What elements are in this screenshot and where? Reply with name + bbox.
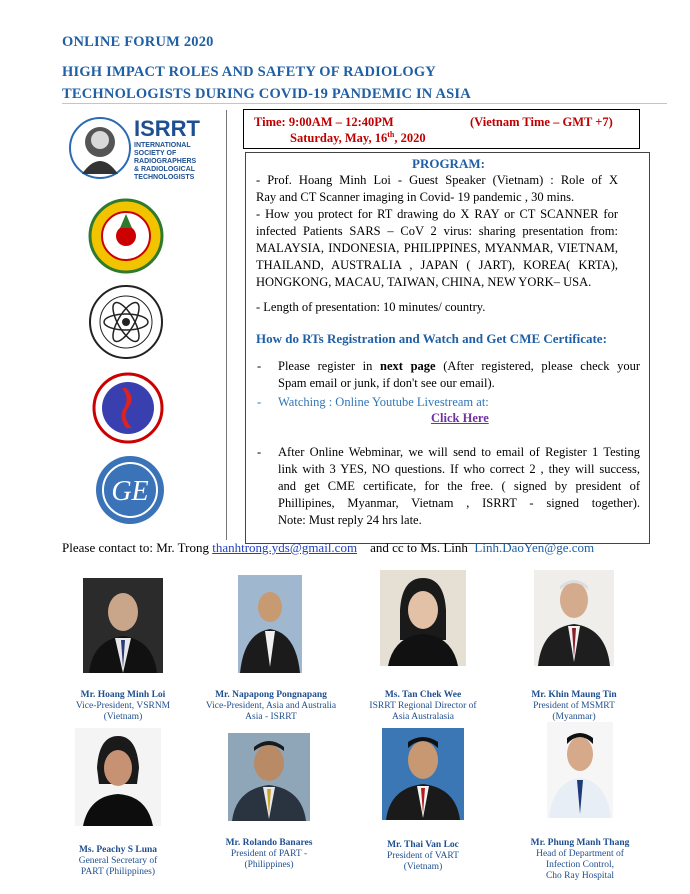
vart-logo	[92, 372, 164, 449]
isrrt-logo	[68, 112, 218, 184]
isrrt-wordmark: ISRRT	[134, 116, 200, 141]
radiology-society-emblem-icon	[88, 198, 164, 274]
program-line: THAILAND, AUSTRALIA , JAPAN ( JART), KOREA( KRTA),	[256, 258, 618, 272]
click-here-link[interactable]: Click Here	[431, 411, 489, 425]
speaker-caption: Mr. Napapong Pongnapang Vice-President, Asia and Australia Asia - ISRRT	[205, 690, 337, 722]
atom-society-logo	[88, 284, 164, 365]
speaker-caption: Mr. Rolando Banares President of PART - (Philippines)	[225, 838, 313, 870]
program-line: Ray and CT Scanner imaging in Covid- 19 pandemic , 30 mins.	[256, 190, 575, 204]
speaker-photo	[83, 578, 163, 673]
speaker-caption: Ms. Tan Chek Wee ISRRT Regional Director of Asia Australasia	[369, 690, 477, 722]
register-instruction: Please register in next page (After registered, please check your	[278, 359, 640, 373]
cme-line: After Online Webminar, we will send to email of Register 1 Testing	[278, 445, 640, 459]
bullet-dash: -	[257, 359, 262, 373]
forum-label: ONLINE FORUM 2020	[62, 34, 214, 50]
email-link-trong[interactable]: thanhtrong.yds@gmail.com	[212, 540, 358, 555]
program-line: - How you protect for RT drawing do X RAY or CT SCANNER for	[256, 207, 618, 221]
program-line: MALAYSIA, INDONESIA, PHILIPPINES, MYANMAR, VIETNAM,	[256, 241, 618, 255]
cme-line: link with 3 YES, NO questions. If who correct 2 , they will success,	[278, 462, 640, 476]
page-title-line2: TECHNOLOGISTS DURING COVID-19 PANDEMIC IN ASIA	[62, 86, 471, 102]
isrrt-subtitle: INTERNATIONAL SOCIETY OF RADIOGRAPHERS & RADIOLOGICAL TECHNOLOGISTS	[134, 142, 197, 181]
speaker-photo	[382, 728, 464, 820]
speaker-photo	[547, 722, 613, 818]
vart-emblem-icon	[92, 372, 164, 444]
registration-title: How do RTs Registration and Watch and Get CME Certificate:	[256, 331, 607, 346]
cme-line: Phillipines, Myanmar, Vietnam , ISRRT - signed together).	[278, 496, 640, 510]
bullet-dash: -	[257, 395, 262, 409]
speaker-photo	[238, 575, 302, 673]
watch-label: Watching : Online Youtube Livestream at:	[278, 395, 489, 409]
speaker-photo	[534, 570, 614, 666]
cme-line: and get CME certificate, for the free. ( signed by president of	[278, 479, 640, 493]
program-line: HONGKONG, MACAU, TAIWAN, CHINA, NEW YORK– USA.	[256, 275, 592, 289]
portrait-icon	[75, 728, 161, 826]
time-zone: (Vietnam Time – GMT +7)	[470, 115, 613, 129]
event-date: Saturday, May, 16th, 2020	[290, 130, 426, 146]
header-divider	[62, 103, 667, 104]
portrait-icon	[228, 733, 310, 821]
speaker-photo	[75, 728, 161, 826]
speaker-caption: Ms. Peachy S Luna General Secretary of PART (Philippines)	[78, 845, 158, 877]
portrait-icon	[83, 578, 163, 673]
bullet-dash: -	[257, 445, 262, 459]
program-line: infected Patients SARS – CoV 2 virus: sharing presentation from:	[256, 224, 618, 238]
vsrnm-logo	[88, 198, 164, 279]
register-instruction-cont: Spam email or junk, if don't see our email).	[278, 376, 495, 390]
ge-monogram-icon	[94, 454, 166, 526]
portrait-icon	[382, 728, 464, 820]
contact-line: Please contact to: Mr. Trong thanhtrong.yds@gmail.com and cc to Ms. Linh Linh.DaoYen@ge.com	[62, 540, 595, 555]
speaker-caption: Mr. Hoang Minh Loi Vice-President, VSRNM (Vietnam)	[75, 690, 171, 722]
speaker-caption: Mr. Thai Van Loc President of VART (Vietnam)	[387, 840, 459, 872]
portrait-icon	[547, 722, 613, 818]
speaker-caption: Mr. Khin Maung Tin President of MSMRT (Myanmar)	[531, 690, 617, 722]
program-title: PROGRAM:	[412, 156, 485, 171]
time-box	[243, 109, 640, 149]
column-divider	[226, 110, 227, 540]
speaker-caption: Mr. Phung Manh Thang Head of Department of Infection Control, Cho Ray Hospital	[530, 838, 630, 881]
program-box	[245, 152, 650, 544]
ge-logo	[94, 454, 166, 531]
program-line: - Prof. Hoang Minh Loi - Guest Speaker (Vietnam) : Role of X	[256, 173, 618, 187]
cme-line: Note: Must reply 24 hrs late.	[278, 513, 422, 527]
portrait-icon	[238, 575, 302, 673]
time-range: Time: 9:00AM – 12:40PM	[254, 115, 394, 129]
page-title-line1: HIGH IMPACT ROLES AND SAFETY OF RADIOLOGY	[62, 64, 436, 80]
portrait-icon	[534, 570, 614, 666]
program-line: - Length of presentation: 10 minutes/ country.	[256, 300, 486, 314]
speaker-photo	[228, 733, 310, 821]
speaker-photo	[380, 570, 466, 666]
email-link-linh[interactable]: Linh.DaoYen@ge.com	[474, 540, 595, 555]
portrait-icon	[380, 570, 466, 666]
atom-emblem-icon	[88, 284, 164, 360]
svg-text:GE: GE	[111, 476, 149, 507]
